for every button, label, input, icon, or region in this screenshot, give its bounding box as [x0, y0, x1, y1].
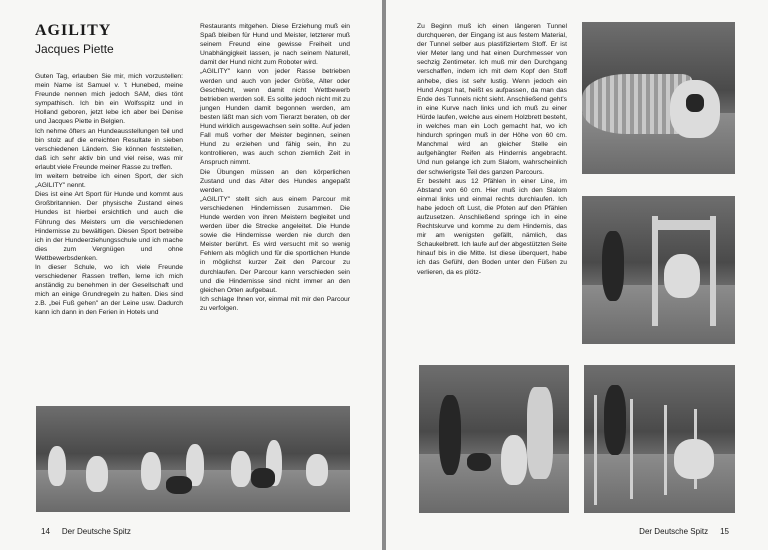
group-of-spitz-dogs-photo	[36, 406, 350, 512]
paragraph: Die Übungen müssen an den körperlichen Zustand und das Alter des Hundes angepaßt werden.	[200, 168, 350, 194]
page-number: 14	[41, 527, 50, 536]
paragraph: Zu Beginn muß ich einen längeren Tunnel durchqueren, der Eingang ist aus festem Material, der Tunnel selber aus plastifiziertem Stoff. Er ist vier Meter lang und hat einen Durchmesser von sechzig Zentimeter. Ich muß mir den Durchgang verschaffen, indem ich mit dem Kopf den Stoff anhebe, dies ist sehr lustig. Wenn jedoch ein Hund Angst hat, heißt es aufpassen, da man das Ende des Tunnels nicht sieht. Anschließend geht's in eine Kurve nach links und ich muß zu einer Hürde laufen, welche aus einem Holzbrett besteht, in welches man ein Loch gemacht hat, wo ich hindurch springen muß in der Höhe von 60 cm. Manchmal wird an gleicher Stelle ein aufgehängter Reifen als Hindernis angebracht. Und nun gelange ich zum Slalom, wahrscheinlich der schwierigste Teil des ganzen Parcours.	[417, 23, 567, 176]
paragraph: Dies ist eine Art Sport für Hunde und kommt aus Großbritannien. Der physische Zustand eines Hundes ist hierbei ersichtlich und auch die Führung des Meisters um die verschiedenen Hindernisse zu bewältigen. Diesen Sport betreibe ich in der Hundeerziehungsschule und ich mache dies zum Vergnügen und ohne Wettbewerbsdenken.	[35, 191, 183, 262]
paragraph: „AGILITY" kann von jeder Rasse betrieben werden und auch von jeder Größe, Alter oder Geschlecht, wenn damit nicht Wettbewerb betrieben werden soll. Es sollte jedoch nicht mit zu jungen Hunden damit begonnen werden, am besten läßt man sich vom Tierarzt beraten, ob der Hund wirklich ausgewachsen sein sollte. Auf jeden Fall muß vorher der Meister beginnen, seinen Hund zu erziehen und fähig sein, ihn zu kontrollieren, was auch schon ziemlich Zeit in Anspruch nimmt.	[200, 68, 350, 167]
magazine-name: Der Deutsche Spitz	[61, 527, 131, 536]
text-column-3	[417, 22, 567, 277]
paragraph: Restaurants mitgehen. Diese Erziehung muß ein Spaß bleiben für Hund und Meister, letzterer muß seinem Freund eine gewisse Freiheit und Unabhängigkeit lassen, je nach seinem Naturell, damit der Hund nicht zum Roboter wird.	[200, 23, 350, 67]
text-column-1	[35, 72, 183, 318]
page-footer-left	[35, 527, 137, 536]
left-page	[0, 0, 382, 550]
text-column-2	[200, 22, 350, 313]
paragraph: Er besteht aus 12 Pfählen in einer Line, im Abstand von 60 cm. Hier muß ich den Slalom einmal links und einmal rechts durchlaufen. Ich habe jedoch oft Lust, die Pfoten auf den Pfählen aufzusetzen. Anschließend springe ich in eine Rechtskurve und komme zu dem Hindernis, das mir am wenigsten gefällt, nämlich, das Schaukelbrett. Ich laufe auf der abgestützten Seite hinauf bis in die Mitte. Ist diese überquert, habe ich das Gefühl, den Boden unter den Füßen zu verlieren, da es plötz-	[417, 177, 567, 276]
paragraph: „AGILITY" stellt sich aus einem Parcour mit verschiedenen Hindernissen zusammen. Die Hunde werden von ihren Meistern begleitet und werden über die Strecke angeleitet. Die Hunde sowie die Hindernisse werden nie durch den Meister berührt. Es wird versucht mit so wenig Fehlern als möglich und für die sportlichen Hunde in möglichst kurzer Zeit den Parcour zu durchlaufen. Der Parcour kann verschieden sein und die Hindernisse sind nicht immer an den gleichen Orten aufgebaut.	[200, 195, 350, 294]
article-title: AGILITY	[35, 22, 112, 39]
paragraph: In dieser Schule, wo ich viele Freunde verschiedener Rassen treffen, lerne ich mich anständig zu benehmen in der Gesellschaft und mich an einige Grundregeln zu halten. Dies sind z.B. „bei Fuß gehen" an der Leine usw. Dadurch kann ich dann in den Ferien in Hotels und	[35, 263, 183, 317]
page-number: 15	[720, 527, 729, 536]
paragraph: Ich nehme öfters an Hundeausstellungen teil und bin stolz auf die erreichten Resultate in sieben verschiedenen Ländern. Sie können feststellen, daß ich sehr aktiv bin und viel reise, was mir erlaubt viele Freunde meiner Rasse zu treffen.	[35, 127, 183, 171]
right-page	[386, 0, 768, 550]
dog-jumping-hurdle-photo	[582, 196, 735, 344]
dogs-and-handlers-photo	[419, 365, 569, 513]
paragraph: Im weitern betreibe ich einen Sport, der sich „AGILITY" nennt.	[35, 173, 183, 190]
paragraph: Ich schlage Ihnen vor, einmal mit mir den Parcour zu verfolgen.	[200, 295, 350, 312]
article-author: Jacques Piette	[35, 42, 114, 56]
dog-slalom-photo	[584, 365, 735, 513]
paragraph: Guten Tag, erlauben Sie mir, mich vorzustellen: mein Name ist Samuel v. 't Hunebed, meine Freunde nennen mich jedoch SAM, dies tönt sympathisch. Ich bin ein Wolfsspitz und in Holland geboren, jetzt lebe ich aber bei Denise und Jacques Piette in Belgien.	[35, 73, 183, 126]
page-footer-right	[633, 527, 735, 536]
dog-in-tunnel-photo	[582, 22, 735, 174]
magazine-name: Der Deutsche Spitz	[639, 527, 709, 536]
